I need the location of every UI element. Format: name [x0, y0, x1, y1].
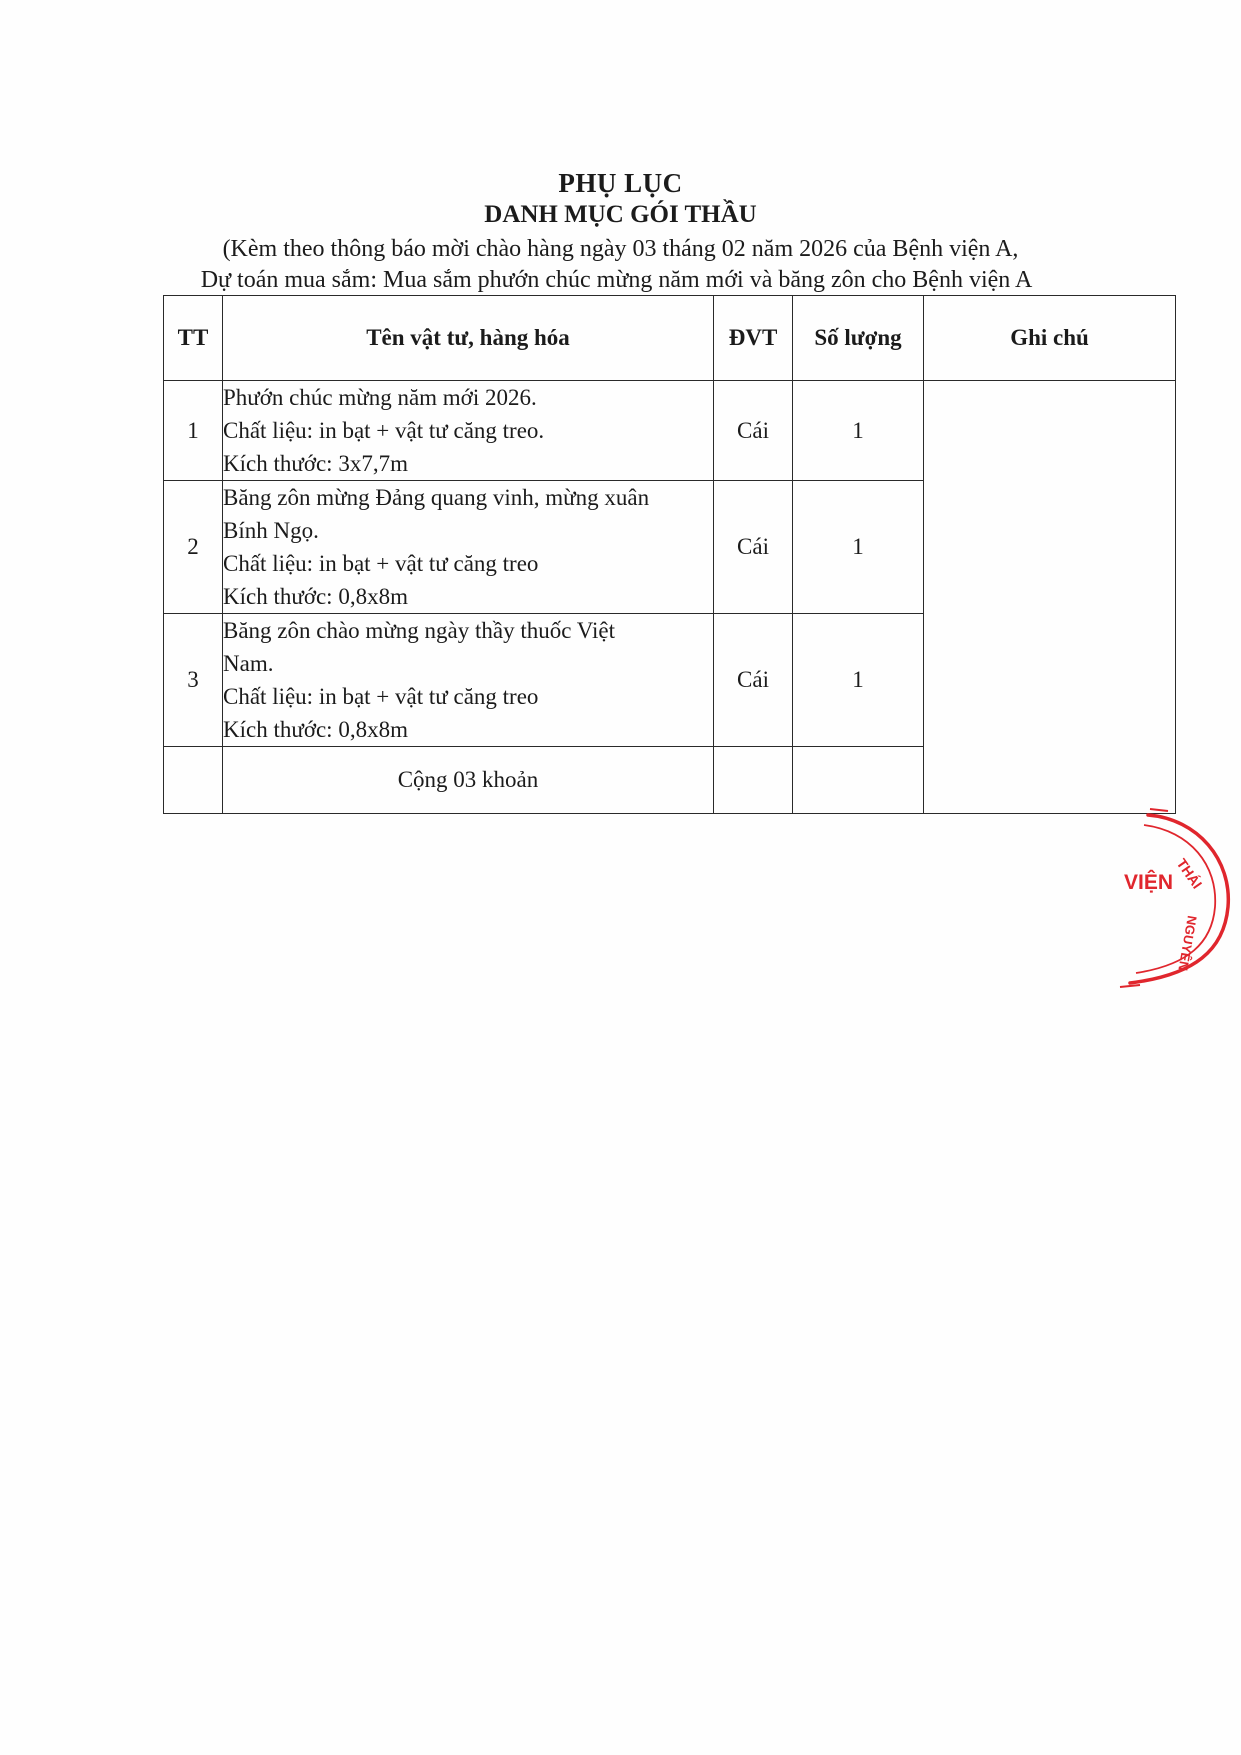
header-unit: ĐVT [714, 296, 793, 381]
row-tt: 2 [164, 481, 223, 614]
header-tt: TT [164, 296, 223, 381]
item-line: Chất liệu: in bạt + vật tư căng treo. [223, 418, 545, 443]
item-line: Bính Ngọ. [223, 518, 319, 543]
row-unit: Cái [714, 481, 793, 614]
item-line: Chất liệu: in bạt + vật tư căng treo [223, 551, 539, 576]
red-seal-stamp-icon [1110, 805, 1240, 1005]
item-line: Kích thước: 3x7,7m [223, 451, 408, 476]
row-qty: 1 [793, 481, 924, 614]
item-line: Nam. [223, 651, 274, 676]
note-cell [924, 381, 1176, 814]
stamp-text-top: THÁI [1173, 855, 1206, 892]
item-line: Băng zôn chào mừng ngày thầy thuốc Việt [223, 618, 615, 643]
item-line: Băng zôn mừng Đảng quang vinh, mừng xuân [223, 485, 650, 510]
item-line: Phướn chúc mừng năm mới 2026. [223, 385, 537, 410]
item-line: Kích thước: 0,8x8m [223, 717, 408, 742]
item-line: Kích thước: 0,8x8m [223, 584, 408, 609]
document-subtitle-line2: Dự toán mua sắm: Mua sắm phướn chúc mừng năm mới và băng zôn cho Bệnh viện A [200, 267, 1033, 293]
total-label: Cộng 03 khoản [223, 747, 714, 814]
item-line: Chất liệu: in bạt + vật tư căng treo [223, 684, 539, 709]
document-title: PHỤ LỤC [558, 168, 683, 198]
row-item-name [223, 381, 714, 481]
total-tt-cell [164, 747, 223, 814]
table-header-row [164, 296, 1176, 381]
stamp-text-main: VIỆN [1124, 871, 1174, 894]
total-qty-cell [793, 747, 924, 814]
header-note: Ghi chú [924, 296, 1176, 381]
row-item-name [223, 614, 714, 747]
row-item-name [223, 481, 714, 614]
header-name: Tên vật tư, hàng hóa [223, 296, 714, 381]
row-qty: 1 [793, 381, 924, 481]
document-subtitle-line1: (Kèm theo thông báo mời chào hàng ngày 03 tháng 02 năm 2026 của Bệnh viện A, [222, 236, 1019, 262]
stamp-text-side: NGUYÊN [1175, 914, 1200, 972]
header-qty: Số lượng [793, 296, 924, 381]
row-unit: Cái [714, 381, 793, 481]
total-unit-cell [714, 747, 793, 814]
document-heading: DANH MỤC GÓI THẦU [484, 201, 757, 228]
row-tt: 1 [164, 381, 223, 481]
row-unit: Cái [714, 614, 793, 747]
row-tt: 3 [164, 614, 223, 747]
row-qty: 1 [793, 614, 924, 747]
table-row [164, 381, 1176, 481]
goods-table [163, 295, 1176, 814]
